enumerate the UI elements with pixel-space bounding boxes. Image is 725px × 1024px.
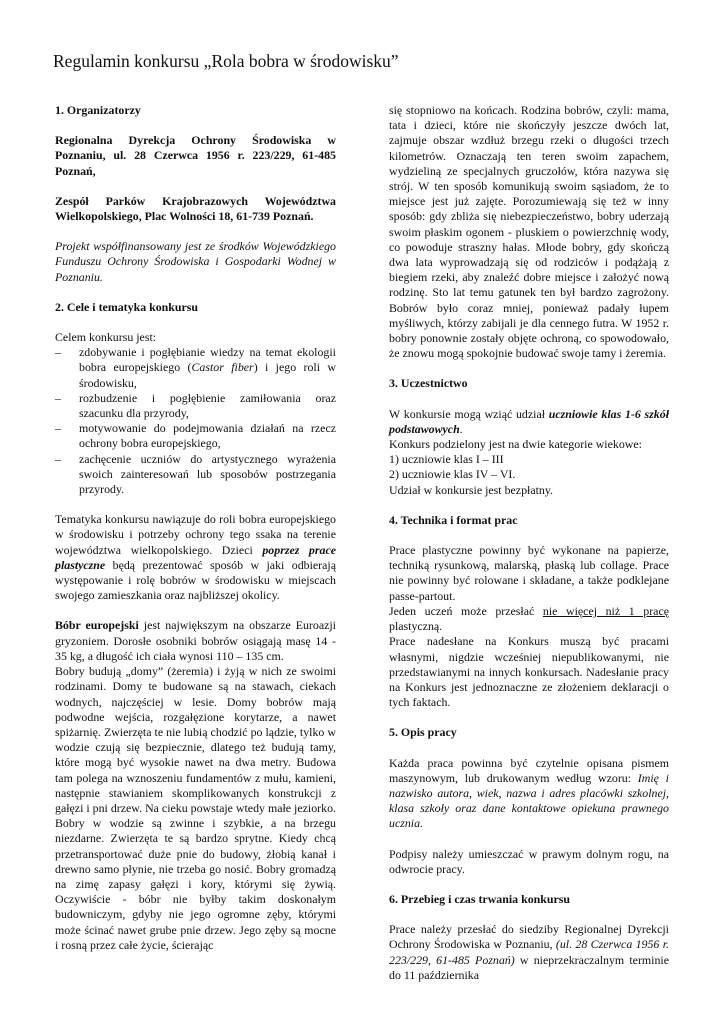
section-1-heading: 1. Organizatorzy bbox=[55, 103, 141, 117]
categories-intro: Konkurs podzielony jest na dwie kategorie wiekowe: bbox=[389, 437, 642, 452]
goal-item: – rozbudzenie i pogłębienie zamiłowania oraz szacunku dla przyrody, bbox=[55, 391, 336, 421]
category-1: 1) uczniowie klas I – III bbox=[389, 452, 504, 467]
beaver-paragraph-2: Bobry budują „domy” (żeremia) i żyją w nich ze swoimi rodzinami. Domy te budowane są na stawach, ciekach wodnych, najczęściej w lesie. Domy bobrów mają podwodne wejścia, rozgałęzione korytarze, a nawet spiżarnię. Zwierzęta te nie lubią chodzić po lądzie, tylko w wodzie czują się bezpiecznie, dlatego też budują tamy, które mogą być wysokie nawet na dwa metry. Budowa tam polega na wznoszeniu fundamentów z mułu, kamieni, następnie stawianiem skomplikowanych konstrukcji z gałęzi i pni drzew. Na cieku powstaje wtedy małe jeziorko. Bobry w wodzie są zwinne i szybkie, a na brzegu niezdarne. Zwierzęta te są bardzo sprytne. Kiedy chcą przetransportować duże pnie do budowy, żłobią kanał i drewno samo płynie, nie trzeba go nosić. Bobry gromadzą na zimę zapasy gałęzi i kory, którymi się żywią. Oczywiście - bóbr nie byłby takim doskonałym budowniczym, gdyby nie jego ogromne zęby, którymi może ścinać nawet grube pnie drzew. Jego zęby są mocne i rosną przez całe życie, ścierając bbox=[55, 664, 336, 952]
theme-paragraph: Tematyka konkursu nawiązuje do roli bobra europejskiego w środowisku i potrzeby ochrony tego ssaka na terenie województwa wielkopolskiego. Dzieci poprzez prace plastyczne będą prezentować sposób w jaki odbierają występowanie i rolę bobrów w środowisku w miejscach swojego zamieszkania oraz najbliższej okolicy. bbox=[55, 512, 336, 603]
signature-paragraph: Podpisy należy umieszczać w prawym dolnym rogu, na odwrocie pracy. bbox=[389, 846, 669, 876]
limit-paragraph: Jeden uczeń może przesłać nie więcej niż 1 pracę plastyczną. bbox=[389, 603, 670, 634]
section-3-heading: 3. Uczestnictwo bbox=[389, 376, 468, 391]
goal-item: – zachęcenie uczniów do artystycznego wyrażenia swoich zainteresowań lub sposobów postrzegania przyrody. bbox=[55, 452, 336, 498]
section-4-heading: 4. Technika i format prac bbox=[389, 512, 518, 527]
page-title: Regulamin konkursu „Rola bobra w środowisku” bbox=[53, 51, 399, 71]
goal-item: – zdobywanie i pogłębianie wiedzy na temat ekologii bobra europejskiego (Castor fiber) i jego roli w środowisku, bbox=[55, 345, 336, 391]
right-column bbox=[389, 103, 669, 983]
goals-intro: Celem konkursu jest: bbox=[55, 330, 157, 345]
organizer-rdos: Regionalna Dyrekcja Ochrony Środowiska w Poznaniu, ul. 28 Czerwca 1956 r. 223/229, 61-485 Poznań, bbox=[55, 133, 336, 178]
free-participation: Udział w konkursie jest bezpłatny. bbox=[389, 482, 554, 497]
section-5-heading: 5. Opis pracy bbox=[389, 725, 457, 740]
funding-note bbox=[55, 239, 336, 285]
originality-paragraph: Prace nadesłane na Konkurs muszą być pracami własnymi, nigdzie wcześniej niepublikowanymi, nie przedstawianymi na innych konkursach. Nadesłanie pracy na Konkurs jest jednoznaczne ze złożeniem deklaracji o tych faktach. bbox=[389, 634, 669, 710]
goals-list bbox=[55, 345, 336, 497]
technique-paragraph: Prace plastyczne powinny być wykonane na papierze, techniką rysunkową, malarską, płaską lub collage. Prace nie powinny być rolowane i składane, a także podklejane passe-partout. bbox=[389, 543, 669, 603]
section-2-heading: 2. Cele i tematyka konkursu bbox=[55, 299, 199, 314]
funding-text: Projekt współfinansowany jest ze środków Wojewódzkiego Funduszu Ochrony Środowiska i Gospodarki Wodnej w Poznaniu. bbox=[55, 239, 336, 284]
description-paragraph: Każda praca powinna być czytelnie opisana pismem maszynowym, lub drukowanym według wzoru: Imię i nazwisko autora, wiek, nazwa i adres placówki szkolnej, klasa szkoły oraz dane kontaktowe opiekuna prawnego ucznia. bbox=[389, 755, 669, 831]
section-6-heading: 6. Przebieg i czas trwania konkursu bbox=[389, 891, 570, 906]
left-column bbox=[55, 103, 336, 953]
submission-paragraph: Prace należy przesłać do siedziby Regionalnej Dyrekcji Ochrony Środowiska w Poznaniu, (ul. 28 Czerwca 1956 r. 223/229, 61-485 Poznań) w nieprzekraczalnym terminie do 11 października bbox=[389, 922, 669, 982]
beaver-paragraph-continued: się stopniowo na końcach. Rodzina bobrów, czyli: mama, tata i dzieci, które nie skończyły jeszcze dwóch lat, zajmuje obszar wzdłuż brzegu rzeki o długości trzech kilometrów. Oznaczają ten teren swoim zapachem, wydzieliną ze specjalnych gruczołów, która nazywa się strój. W ten sposób komunikują swoim sąsiadom, że to miejsce jest już zajęte. Porozumiewają się też w inny sposób: gdy zbliża się niebezpieczeństwo, bobry uderzają swoim płaskim ogonem - pluskiem o powierzchnię wody, co powoduje straszny hałas. Młode bobry, gdy skończą dwa lata wyprowadzają się od rodziców i podążają z biegiem rzeki, aby znaleźć dobre miejsce i założyć nową rodzinę. Sto lat temu gatunek ten był bardzo zagrożony. Bobrów było coraz mniej, ponieważ padały łupem myśliwych, którzy zabijali je dla cennego futra. W 1952 r. bobry ponownie zostały objęte ochroną, co spowodowało, że znowu mogą spokojnie budować swoje tamy i żeremia. bbox=[389, 103, 669, 361]
organizer-zpkww: Zespół Parków Krajobrazowych Województwa Wielkopolskiego, Plac Wolności 18, 61-739 Poznań. bbox=[55, 193, 336, 224]
beaver-paragraph: Bóbr europejski jest największym na obszarze Euroazji gryzoniem. Dorosłe osobniki bobrów osiągają masę 14 - 35 kg, a długość ich ciała wynosi 110 – 135 cm. bbox=[55, 618, 336, 663]
goal-item: – motywowanie do podejmowania działań na rzecz ochrony bobra europejskiego, bbox=[55, 421, 336, 451]
category-2: 2) uczniowie klas IV – VI. bbox=[389, 467, 516, 482]
participation-text: W konkursie mogą wziąć udział uczniowie klas 1-6 szkół podstawowych. bbox=[389, 406, 669, 436]
